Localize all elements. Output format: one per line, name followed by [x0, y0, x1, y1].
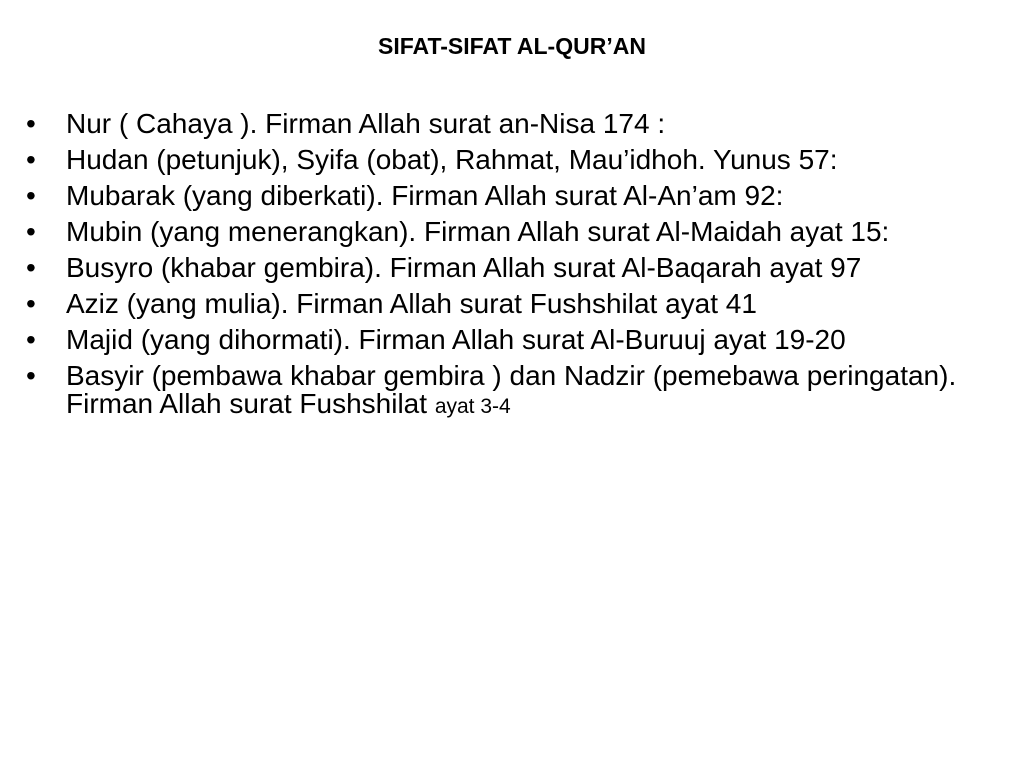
list-item	[26, 254, 1011, 282]
list-item	[26, 182, 1011, 210]
list-item-tail-text: ayat 3-4	[434, 395, 511, 418]
list-item	[26, 326, 1011, 354]
list-item	[26, 146, 1011, 174]
bullet-icon: •	[26, 180, 36, 211]
list-item-text: Aziz (yang mulia). Firman Allah surat Fushshilat ayat 41	[66, 288, 757, 319]
list-item-text: Nur ( Cahaya ). Firman Allah surat an-Nisa 174 :	[66, 108, 666, 139]
list-item	[26, 290, 1011, 318]
bullet-icon: •	[26, 144, 36, 175]
list-item-text: Mubin (yang menerangkan). Firman Allah surat Al-Maidah ayat 15:	[66, 216, 890, 247]
bullet-icon: •	[26, 108, 36, 139]
bullet-icon: •	[26, 288, 36, 319]
bullet-icon: •	[26, 360, 36, 391]
list-item	[26, 218, 1011, 246]
list-item-text: Majid (yang dihormati). Firman Allah surat Al-Buruuj ayat 19-20	[66, 324, 846, 355]
list-item-text: Hudan (petunjuk), Syifa (obat), Rahmat, Mau’idhoh. Yunus 57:	[66, 144, 838, 175]
bullet-list	[26, 110, 1011, 429]
slide-title: SIFAT-SIFAT AL-QUR’AN	[378, 33, 646, 59]
list-item-text: Mubarak (yang diberkati). Firman Allah surat Al-An’am 92:	[66, 180, 784, 211]
bullet-icon: •	[26, 216, 36, 247]
bullet-icon: •	[26, 252, 36, 283]
list-item	[26, 362, 1011, 421]
bullet-icon: •	[26, 324, 36, 355]
list-item	[26, 110, 1011, 138]
list-item-main-text: Basyir (pembawa khabar gembira ) dan Nadzir (pemebawa peringatan). Firman Allah surat Fushshilat	[66, 360, 957, 419]
list-item-text	[66, 362, 1011, 421]
list-item-text: Busyro (khabar gembira). Firman Allah surat Al-Baqarah ayat 97	[66, 252, 862, 283]
